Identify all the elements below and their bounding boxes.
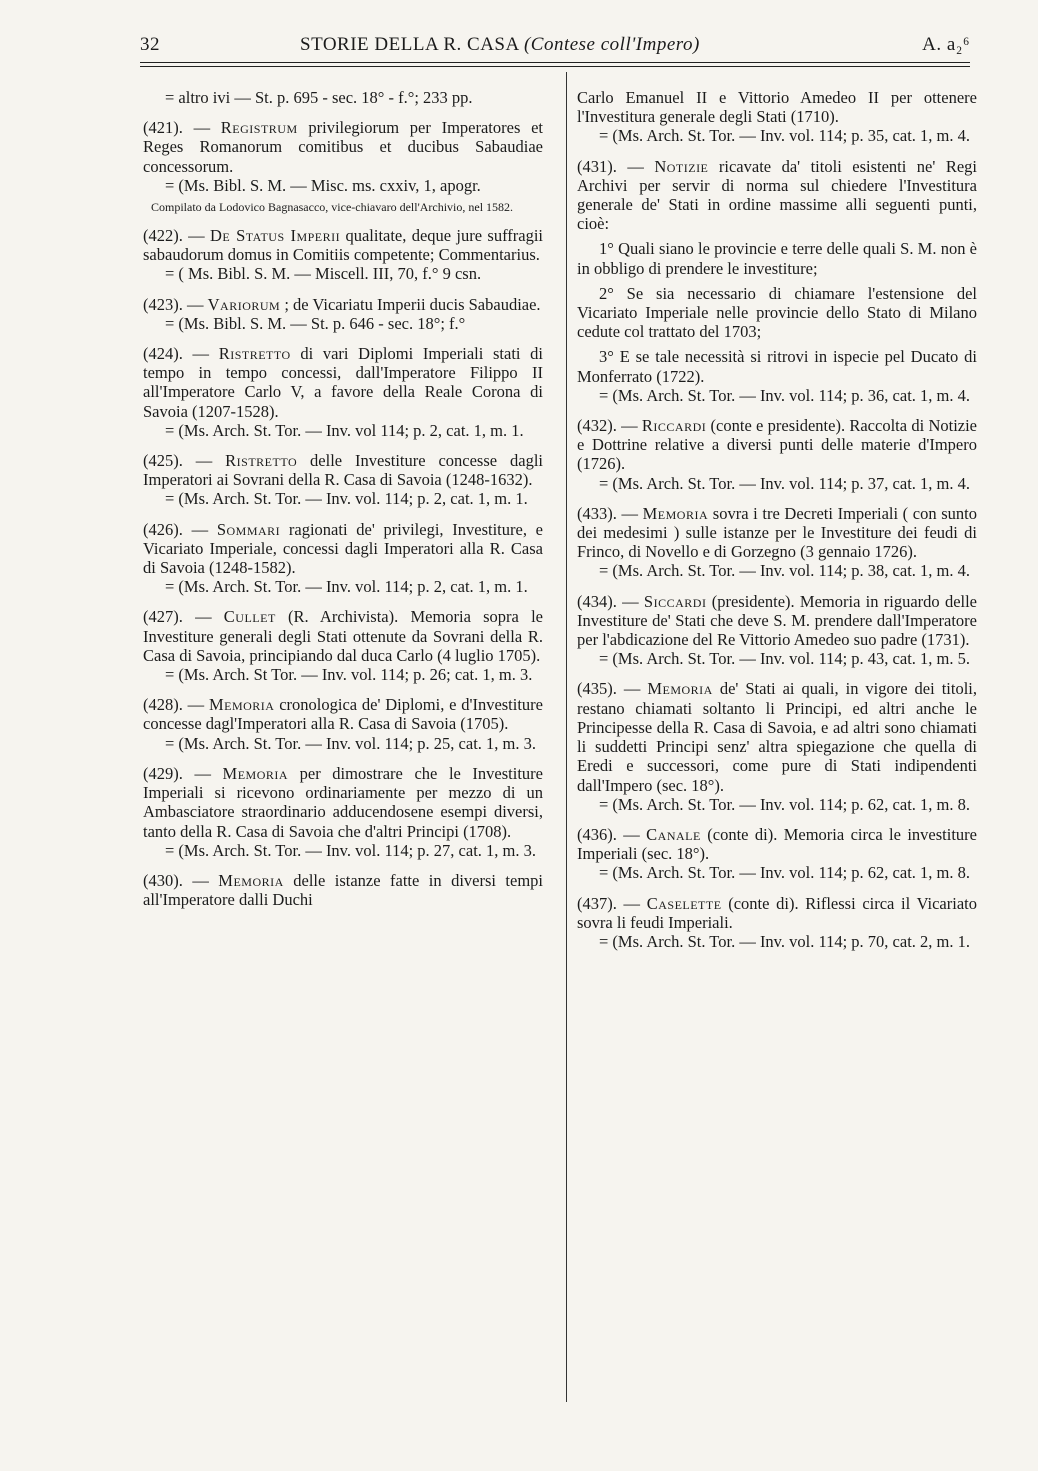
catalog-entry (143, 88, 543, 107)
entry-reference: = (Ms. Arch. St. Tor. — Inv. vol. 114; p. 70, cat. 2, m. 1. (599, 931, 970, 951)
entry-number: (430). — (143, 870, 209, 890)
left-column (143, 88, 543, 920)
entry-number: (422). — (143, 226, 205, 246)
entry-number: (428). — (143, 695, 205, 715)
catalog-entry (143, 295, 543, 333)
entry-name: Memoria (218, 870, 284, 890)
entry-name: Memoria (647, 679, 713, 699)
entry-body (143, 520, 543, 578)
entry-text: delle Investiture concesse dagli Imperatori ai Sovrani della R. Casa di Savoia (1248-1632). (143, 451, 543, 490)
entry-name: Riccardi (641, 416, 707, 436)
entry-name: Siccardi (643, 591, 707, 611)
entry-body (143, 451, 543, 489)
header-rule (140, 62, 970, 63)
entry-body (577, 894, 977, 932)
catalog-entry (143, 871, 543, 909)
entry-reference: = ( Ms. Bibl. S. M. — Miscell. III, 70, f.° 9 csn. (165, 264, 482, 284)
column-divider (566, 72, 567, 1402)
entry-text: (conte di). Riflessi circa il Vicariato sovra li feudi Imperiali. (577, 893, 977, 932)
entry-text: Carlo Emanuel II e Vittorio Amedeo II per ottenere l'Investitura generale degli Stati (1710). (577, 88, 977, 127)
entry-number: (432). — (577, 416, 638, 436)
entry-text: (presidente). Memoria in riguardo delle Investiture de' Stati che deve S. M. prendere dall'Imperatore per l'abdicazione del Re Vittorio Amedeo suo padre (1731). (577, 591, 978, 650)
catalog-entry (577, 592, 977, 669)
entry-body (577, 679, 977, 794)
entry-name: Sommari (216, 519, 281, 539)
entry-name: Registrum (220, 118, 298, 138)
entry-text: di vari Diplomi Imperiali stati di tempo in tempo concessi, dall'Imperatore Filippo II all'Imperatore Carlo V, a favore della Reale Corona di Savoia (1207-1528). (143, 344, 543, 421)
entry-reference: = (Ms. Arch. St. Tor. — Inv. vol. 114; p. 25, cat. 1, m. 3. (165, 733, 536, 753)
entry-reference: = (Ms. Arch. St. Tor. — Inv. vol. 114; p. 43, cat. 1, m. 5. (599, 649, 970, 669)
entry-body (143, 118, 543, 176)
entry-name: Ristretto (218, 344, 291, 364)
catalog-entry (143, 226, 543, 284)
entry-name: De Status Imperii (210, 226, 341, 246)
catalog-entry (143, 344, 543, 440)
entry-text: per dimostrare che le Investiture Imperiali si ricevono ordinariamente per mezzo di un Ambasciatore straordinario adducendosene esempi diversi, tanto della R. Casa di Savoia che d'altri Principi (1708). (143, 763, 543, 841)
catalog-entry (577, 679, 977, 813)
entry-text: (R. Archivista). Memoria sopra le Investiture generali degli Stati ottenute da Sovrani della R. Casa di Savoia, principiando dal duca Carlo (4 luglio 1705). (143, 607, 543, 665)
entry-text: ; de Vicariatu Imperii ducis Sabaudiae. (284, 294, 541, 314)
entry-name: Memoria (642, 503, 709, 523)
entry-number: (425). — (143, 451, 213, 471)
running-title: STORIE DELLA R. CASA (Contese coll'Impero) (300, 34, 700, 55)
entry-body (577, 592, 977, 650)
entry-body (143, 695, 543, 733)
entry-reference: = (Ms. Bibl. S. M. — St. p. 646 - sec. 18°; f.° (165, 313, 466, 333)
entry-name: Canale (646, 824, 701, 844)
entry-number: (437). — (577, 893, 641, 913)
right-column (577, 88, 977, 962)
entry-body (577, 416, 977, 474)
entry-text: de' Stati ai quali, in vigore dei titoli, restano chiamati soltanto li Principi, ed altri anche le Principesse della R. Casa di Savoia, e ad altri sono chiamati li suddetti Principi senz' altra spiegazione che quella di Eredi e successori, come pure di Stati indipendenti dall'Impero (sec. 18°). (577, 679, 977, 795)
entry-number: (429). — (143, 763, 211, 783)
entry-name: Notizie (654, 156, 709, 176)
entry-subpoint: 2° Se sia necessario di chiamare l'estensione del Vicariato Imperiale nelle provincie dello Stato di Milano cedute col trattato del 1703; (577, 283, 977, 342)
entry-reference: = (Ms. Arch. St. Tor. — Inv. vol. 114; p. 36, cat. 1, m. 4. (599, 385, 970, 405)
page-header (140, 30, 970, 60)
entry-reference: = (Ms. Arch. St. Tor. — Inv. vol. 114; p. 35, cat. 1, m. 4. (599, 126, 970, 146)
signature-mark: A. a₂⁶ (922, 34, 970, 55)
running-subtitle: (Contese coll'Impero) (523, 34, 700, 55)
entry-name: Cullet (223, 607, 276, 627)
catalog-entry (577, 825, 977, 883)
entry-name: Variorum (207, 294, 281, 314)
entry-note: Compilato da Lodovico Bagnasacco, vice-chiavaro dell'Archivio, nel 1582. (151, 200, 514, 215)
entry-body (143, 607, 543, 665)
entry-reference: = (Ms. Arch. St. Tor. — Inv. vol 114; p. 2, cat. 1, m. 1. (165, 420, 524, 440)
entry-number: (434). — (577, 591, 639, 611)
catalog-entry (143, 520, 543, 597)
entry-body (577, 88, 977, 126)
entry-body (577, 504, 977, 562)
entry-reference: = (Ms. Arch. St. Tor. — Inv. vol. 114; p. 27, cat. 1, m. 3. (165, 840, 536, 860)
entry-text: cronologica de' Diplomi, e d'Investiture concesse dagl'Imperatori alla R. Casa di Savoia (1705). (143, 695, 544, 734)
catalog-entry (577, 894, 977, 952)
entry-number: (423). — (143, 294, 204, 314)
catalog-entry (143, 607, 543, 684)
entry-body (143, 764, 543, 841)
entry-reference: = (Ms. Arch. St. Tor. — Inv. vol. 114; p. 2, cat. 1, m. 1. (165, 489, 528, 509)
entry-subpoint: 1° Quali siano le provincie e terre delle quali S. M. non è in obbligo di prendere le investiture; (577, 239, 977, 278)
entry-number: (433). — (577, 503, 638, 523)
entry-body (143, 871, 543, 909)
catalog-entry (577, 157, 977, 405)
catalog-entry (577, 416, 977, 493)
entry-number: (426). — (143, 519, 209, 539)
entry-name: Caselette (646, 893, 722, 913)
entry-number: (424). — (143, 344, 210, 364)
catalog-entry (577, 504, 977, 581)
entry-text: delle istanze fatte in diversi tempi all'Imperatore dalli Duchi (143, 870, 543, 910)
entry-text: privilegiorum per Imperatores et Reges Romanorum comitibus et ducibus Sabaudiae concessorum. (143, 118, 543, 176)
entry-text: sovra i tre Decreti Imperiali ( con sunto dei medesimi ) sulle istanze per le Investiture dei feudi di Frinco, di Novello e di Gorzegno (3 gennaio 1726). (577, 503, 978, 562)
entry-reference: = (Ms. Arch. St. Tor. — Inv. vol. 114; p. 62, cat. 1, m. 8. (599, 794, 970, 814)
entry-text: qualitate, deque jure suffragii sabaudorum domus in Comitiis competente; Commentarius. (143, 226, 543, 265)
entry-text: ricavate da' titoli esistenti ne' Regi Archivi per servir di norma sul chiedere l'Investitura generale de' Stati in ordine massime alli seguenti punti, cioè: (577, 156, 977, 234)
catalog-entry (143, 118, 543, 215)
entry-text: ragionati de' privilegi, Investiture, e Vicariato Imperiale, concessi dagli Imperatori alla R. Casa di Savoia (1248-1582). (143, 519, 543, 578)
entry-body (143, 295, 543, 314)
entry-reference: = (Ms. Arch. St. Tor. — Inv. vol. 114; p. 37, cat. 1, m. 4. (599, 473, 970, 493)
header-rule (140, 66, 970, 67)
entry-subpoint: 3° E se tale necessità si ritrovi in ispecie pel Ducato di Monferrato (1722). (577, 347, 977, 386)
entry-number: (435). — (577, 679, 641, 699)
page-number: 32 (140, 34, 160, 55)
entry-reference: = (Ms. Arch. St Tor. — Inv. vol. 114; p. 26; cat. 1, m. 3. (165, 665, 533, 685)
entry-reference: = (Ms. Arch. St. Tor. — Inv. vol. 114; p. 2, cat. 1, m. 1. (165, 577, 528, 597)
entry-name: Ristretto (225, 451, 298, 471)
entry-number: (431). — (577, 156, 644, 176)
entry-reference: = (Ms. Arch. St. Tor. — Inv. vol. 114; p. 38, cat. 1, m. 4. (599, 561, 970, 581)
entry-name: Memoria (222, 763, 289, 783)
entry-number: (421). — (143, 118, 211, 138)
catalog-entry (143, 695, 543, 753)
catalog-entry (577, 88, 977, 146)
catalog-entry (143, 764, 543, 860)
entry-body (577, 825, 977, 863)
entry-reference: = (Ms. Arch. St. Tor. — Inv. vol. 114; p. 62, cat. 1, m. 8. (599, 863, 970, 883)
entry-reference: = altro ivi — St. p. 695 - sec. 18° - f.°; 233 pp. (165, 88, 473, 107)
entry-reference: = (Ms. Bibl. S. M. — Misc. ms. cxxiv, 1, apogr. (165, 175, 481, 195)
entry-body (143, 344, 543, 421)
entry-number: (436). — (577, 824, 640, 844)
entry-text: (conte di). Memoria circa le investiture Imperiali (sec. 18°). (577, 824, 977, 864)
catalog-entry (143, 451, 543, 509)
entry-body (577, 157, 977, 234)
entry-number: (427). — (143, 607, 212, 627)
entry-name: Memoria (208, 695, 275, 715)
entry-body (143, 226, 543, 264)
entry-text: (conte e presidente). Raccolta di Notizie e Dottrine relative a diversi punti delle materie d'Impero (1726). (577, 416, 978, 474)
